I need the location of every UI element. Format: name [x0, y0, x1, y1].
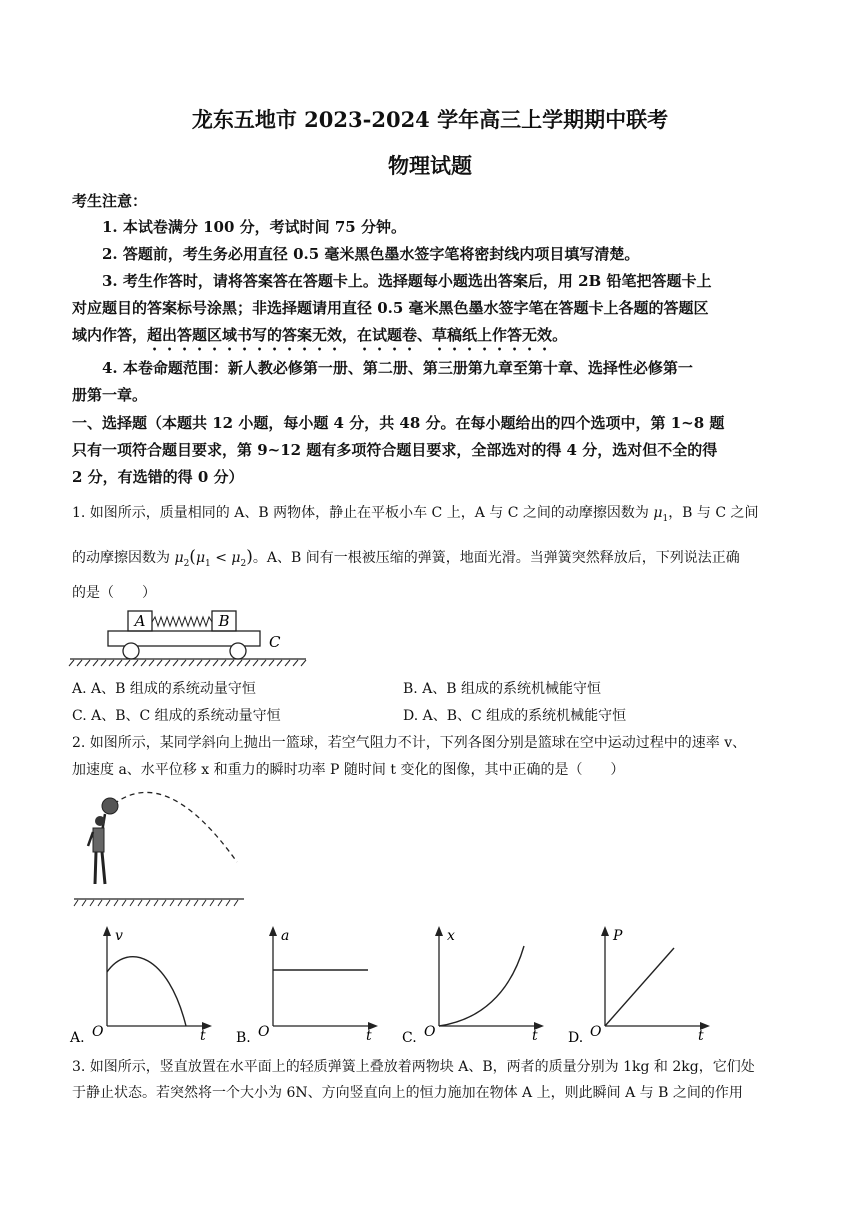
- compressed-spring: [152, 617, 212, 626]
- mu2-symbol: μ: [174, 550, 184, 566]
- wheel-right: [230, 643, 246, 659]
- player-head: [95, 816, 105, 826]
- notice-comma: ，: [342, 326, 358, 344]
- graph-d-xlabel: t: [698, 1028, 704, 1044]
- graph-d: [566, 924, 716, 1046]
- q1-option-c: C. A、B、C 组成的系统动量守恒: [72, 708, 281, 724]
- less-than-symbol: <: [215, 550, 227, 566]
- ground-hatch: [74, 900, 238, 906]
- notice-item-3-line-3: [72, 324, 567, 354]
- block-a-label: A: [134, 612, 146, 630]
- wheel-left: [123, 643, 139, 659]
- q1-line-1-tail: ，B 与 C 之间: [668, 505, 759, 521]
- graph-c-ylabel: x: [447, 928, 455, 944]
- mu1-symbol: μ: [653, 505, 663, 521]
- q1-line-1: [72, 502, 759, 524]
- q1-option-b: B. A、B 组成的系统机械能守恒: [403, 681, 602, 697]
- q2-line-2: 加速度 a、水平位移 x 和重力的瞬时功率 P 随时间 t 变化的图像，其中正确的是（ ）: [72, 762, 625, 778]
- mu2-subscript: 2: [183, 558, 190, 569]
- graph-b: [234, 924, 384, 1046]
- graph-d-option: D.: [568, 1030, 584, 1046]
- ground-hatch: [69, 660, 306, 666]
- graph-c-option: C.: [402, 1030, 417, 1046]
- graph-d-ylabel: P: [613, 928, 623, 944]
- graph-b-origin: O: [258, 1024, 270, 1040]
- graph-a-ylabel: v: [115, 928, 123, 944]
- graph-a: [68, 924, 218, 1046]
- q1-option-a: A. A、B 组成的系统动量守恒: [72, 681, 256, 697]
- graph-d-line: [605, 948, 674, 1026]
- section-1-line-2: 只有一项符合题目要求，第 9~12 题有多项符合题目要求，全部选对的得 4 分，选对但不全的得: [72, 441, 718, 459]
- graph-a-curve: [107, 957, 186, 1026]
- notice-item-2: 2. 答题前，考生务必用直径 0.5 毫米黑色墨水签字笔将密封线内项目填写清楚。: [102, 245, 640, 263]
- mu1-subscript: 1: [662, 513, 669, 524]
- block-b-label: B: [218, 612, 230, 630]
- notice-emphasis-2: 在试题卷、草稿纸上作答无效: [357, 326, 553, 344]
- player-body: [93, 828, 104, 852]
- q1-option-d: D. A、B、C 组成的系统机械能守恒: [403, 708, 627, 724]
- cart-spring-figure: [66, 604, 316, 674]
- q1-line-2-tail: 。A、B 间有一根被压缩的弹簧，地面光滑。当弹簧突然释放后，下列说法正确: [252, 550, 740, 566]
- graph-c-origin: O: [424, 1024, 436, 1040]
- section-1-line-1: 一、选择题（本题共 12 小题，每小题 4 分，共 48 分。在每小题给出的四个选项中，第 1~8 题: [72, 414, 725, 432]
- q1-line-1-text: 1. 如图所示，质量相同的 A、B 两物体，静止在平板小车 C 上，A 与 C 之间的动摩擦因数为: [72, 505, 649, 521]
- notice-heading: 考生注意：: [72, 192, 148, 210]
- graph-c-curve: [439, 946, 524, 1026]
- cond-mu1-subscript: 1: [205, 558, 211, 569]
- notice-item-3-line-2: 对应题目的答案标号涂黑；非选择题请用直径 0.5 毫米黑色墨水签字笔在答题卡上各题的答题区: [72, 299, 709, 317]
- notice-item-4-line-1: 4. 本卷命题范围：新人教必修第一册、第二册、第三册第九章至第十章、选择性必修第一: [102, 359, 693, 377]
- section-1-line-3: 2 分，有选错的得 0 分）: [72, 468, 244, 486]
- q1-line-2: 的动摩擦因数为 $\mu_2(\mu_1 < \mu_2)$。A、B 间有一根被压缩的弹簧，地面光滑。当弹簧突然释放后，下列说法正确: [72, 547, 740, 569]
- exam-title: 龙东五地市 2023-2024 学年高三上学期期中联考: [191, 107, 669, 132]
- graph-d-origin: O: [590, 1024, 602, 1040]
- cond-mu2-subscript: 2: [240, 558, 247, 569]
- graph-a-xlabel: t: [200, 1028, 206, 1044]
- cond-mu1-symbol: μ: [195, 550, 206, 566]
- graph-b-xlabel: t: [366, 1028, 372, 1044]
- basketball-thrower-figure: [72, 784, 252, 909]
- basketball: [102, 798, 118, 814]
- exam-subtitle: 物理试题: [388, 153, 472, 178]
- q1-line-3: 的是（ ）: [72, 585, 156, 601]
- notice-item-3-text: 域内作答，: [72, 326, 148, 344]
- q2-line-1: 2. 如图所示，某同学斜向上抛出一篮球，若空气阻力不计，下列各图分别是篮球在空中运动过程中的速率 v、: [72, 735, 747, 751]
- notice-item-4-line-2: 册第一章。: [72, 386, 148, 404]
- notice-period: 。: [552, 326, 568, 344]
- notice-emphasis-1: 超出答题区域书写的答案无效: [147, 326, 343, 344]
- graph-c: [400, 924, 550, 1046]
- cond-mu2-symbol: μ: [231, 550, 241, 566]
- ball-trajectory: [114, 792, 237, 862]
- graph-b-option: B.: [236, 1030, 251, 1046]
- notice-item-1: 1. 本试卷满分 100 分，考试时间 75 分钟。: [102, 218, 406, 236]
- q3-line-2: 于静止状态。若突然将一个大小为 6N、方向竖直向上的恒力施加在物体 A 上，则此瞬间 A 与 B 之间的作用: [72, 1085, 743, 1101]
- graph-a-origin: O: [92, 1024, 104, 1040]
- q1-line-2-text: 的动摩擦因数为: [72, 550, 170, 566]
- q3-line-1: 3. 如图所示，竖直放置在水平面上的轻质弹簧上叠放着两物块 A、B，两者的质量分别为 1kg 和 2kg，它们处: [72, 1059, 755, 1075]
- graph-c-xlabel: t: [532, 1028, 538, 1044]
- graph-b-ylabel: a: [281, 928, 290, 944]
- cart-c-label: C: [269, 633, 281, 651]
- graph-a-option: A.: [70, 1030, 85, 1046]
- notice-item-3-line-1: 3. 考生作答时，请将答案答在答题卡上。选择题每小题选出答案后，用 2B 铅笔把答题卡上: [102, 272, 712, 290]
